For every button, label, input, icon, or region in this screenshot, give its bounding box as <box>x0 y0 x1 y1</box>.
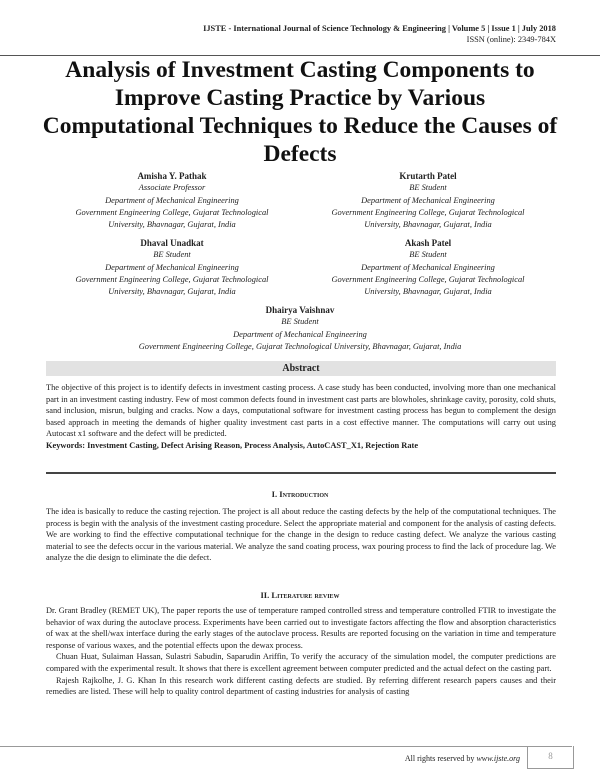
author-dept: Department of Mechanical Engineering <box>361 262 495 272</box>
keywords: Keywords: Investment Casting, Defect Arising Reason, Process Analysis, AutoCAST_X1, Rejection Rate <box>46 440 419 450</box>
author-dept: Department of Mechanical Engineering <box>361 195 495 205</box>
paper-title: Analysis of Investment Casting Components to Improve Casting Practice by Various Computational Techniques to Reduce the Causes of Defects <box>42 57 558 167</box>
author-dept: Department of Mechanical Engineering <box>233 329 367 339</box>
rights-text: All rights reserved by <box>404 754 477 763</box>
author-inst: Government Engineering College, Gujarat Technological <box>75 274 269 284</box>
author-role: BE Student <box>281 317 319 327</box>
abstract-text: The objective of this project is to identify defects in investment casting process. A case study has been conducted, involving more than one mechanical part in an investment casting industry. Few of most common defects found in investment cast parts are blowholes, shrinkage cavity, porosity, cold shuts, sand inclusion, misrun, bulging and cracks. Now a days, computational software for investment casting process has begun to complement the design based approach in meeting the demands of higher quality investment cast parts in a cost effective manner. The computations will carry out using Autocast x1 software and the defect will be predicted. <box>46 383 556 439</box>
author-name: Akash Patel <box>404 238 452 248</box>
paragraph: Chuan Huat, Sulaiman Hassan, Sulastri Sabudin, Saparudin Ariffin, To verify the accuracy of the simulation model, the computer predictions are compared with the experimental result. It shows that there is excellent agreement between computer predicted and the actual defect on the casting part. <box>46 652 556 673</box>
author-block <box>278 170 578 231</box>
author-block <box>278 237 578 298</box>
section-heading-literature-review: II. Literature review <box>260 590 340 600</box>
author-block <box>22 170 322 231</box>
author-name: Amisha Y. Pathak <box>137 171 207 181</box>
author-role: BE Student <box>409 250 447 260</box>
author-inst: Government Engineering College, Gujarat Technological <box>75 207 269 217</box>
abstract-heading: Abstract <box>46 361 556 376</box>
author-block <box>22 237 322 298</box>
author-inst: Government Engineering College, Gujarat Technological <box>331 274 525 284</box>
author-role: Associate Professor <box>138 183 206 193</box>
section-heading-introduction: I. Introduction <box>271 489 329 499</box>
author-inst: University, Bhavnagar, Gujarat, India <box>108 287 236 297</box>
footer-rights <box>405 754 520 763</box>
author-name: Dhairya Vaishnav <box>265 305 335 315</box>
author-name: Dhaval Unadkat <box>140 238 204 248</box>
introduction-body <box>46 506 556 564</box>
author-dept: Department of Mechanical Engineering <box>105 195 239 205</box>
literature-review-body <box>46 605 556 698</box>
page-number: 8 <box>527 746 574 769</box>
paragraph: The idea is basically to reduce the casting rejection. The project is all about reduce the casting defects by the help of the computational techniques. The process is begin with the analysis of the investment casting procedure. Select the appropriate material and component for the analysis of casting defects. We are working to find the effective computational technique for the change in the design to reduce casting defect. We analyze the various casting material to see the defects occur in the various material. We analyze the sand coating process, wax pouring process to find the lack of procedure lag. We analyze the die design to eliminate the die defect. <box>46 507 556 563</box>
author-block <box>40 304 560 353</box>
author-dept: Department of Mechanical Engineering <box>105 262 239 272</box>
abstract-rule <box>46 472 556 476</box>
author-inst: University, Bhavnagar, Gujarat, India <box>364 220 492 230</box>
author-inst: University, Bhavnagar, Gujarat, India <box>108 220 236 230</box>
author-name: Krutarth Patel <box>399 171 457 181</box>
site-link[interactable]: www.ijste.org <box>476 754 520 763</box>
abstract-body <box>46 382 556 452</box>
author-role: BE Student <box>409 183 447 193</box>
author-role: BE Student <box>153 250 191 260</box>
journal-name: IJSTE - International Journal of Science Technology & Engineering | Volume 5 | Issue 1 | July 2018 <box>203 24 556 33</box>
journal-header <box>203 23 556 45</box>
author-inst: University, Bhavnagar, Gujarat, India <box>364 287 492 297</box>
footer-rule <box>0 746 572 747</box>
issn: ISSN (online): 2349-784X <box>466 35 556 44</box>
author-inst: Government Engineering College, Gujarat Technological University, Bhavnagar, Gujarat, India <box>138 341 462 351</box>
paragraph: Rajesh Rajkolhe, J. G. Khan In this research work different casting defects are studied. By referring different research papers causes and their remedies are listed. These will help to quality control department of casting industries for analysis of casting <box>46 675 556 697</box>
paragraph: Dr. Grant Bradley (REMET UK), The paper reports the use of temperature ramped controlled stress and temperature controlled FTIR to investigate the behavior of wax during the autoclave process. Experiments have been carried out to investigate factors affecting the flow and absorption characteristics of wax at the shell/wax interface during the early stages of the autoclave process. Results are reported focusing on the variation in time and temperature response of various waxes, and the potential effects upon the dewax process. <box>46 606 556 650</box>
author-inst: Government Engineering College, Gujarat Technological <box>331 207 525 217</box>
